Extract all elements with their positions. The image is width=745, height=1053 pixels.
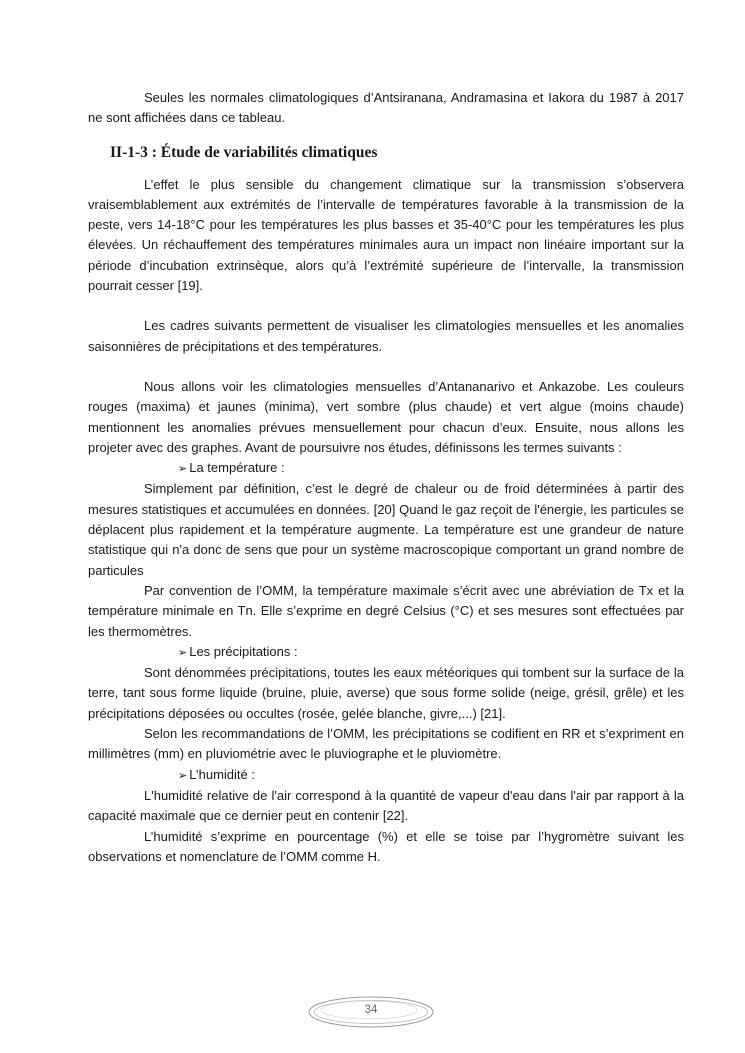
paragraph-temperature-convention: Par convention de l’OMM, la température maximale s’écrit avec une abréviation de Tx et la température minimale en Tn. Elle s’exprime en degré Celsius (°C) et ses mesures sont effectuées par les thermomètres.: [88, 582, 684, 639]
page-number: 34: [364, 1004, 378, 1016]
bullet-humidity: [178, 765, 684, 786]
bullet-label: La température :: [189, 460, 285, 476]
paragraph-precipitation-convention: Selon les recommandations de l’OMM, les précipitations se codifient en RR et s’expriment en millimètres (mm) en pluviométrie avec le pluviographe et le pluviomètre.: [88, 726, 684, 762]
arrow-bullet-icon: ➢: [178, 646, 188, 659]
paragraph-climatologies: Nous allons voir les climatologies mensuelles d’Antananarivo et Ankazobe. Les couleurs rouges (maxima) et jaunes (minima), vert sombre (plus chaude) et vert algue (moins chaude) mentionnent les anomalies prévues mensuellement pour chacun d’eux. Ensuite, nous allons les projeter avec des graphes. Avant de poursuivre nos études, définissons les termes suivants :: [88, 378, 684, 455]
document-body: [88, 88, 684, 867]
bullet-label: Les précipitations :: [189, 643, 298, 659]
bullet-precipitation: [178, 642, 684, 663]
paragraph-humidity-definition: L'humidité relative de l'air correspond à la quantité de vapeur d'eau dans l'air par rapport à la capacité maximale que ce dernier peut en contenir [22].: [88, 787, 684, 824]
bullet-label: L’humidité :: [189, 766, 255, 782]
arrow-bullet-icon: ➢: [178, 463, 188, 476]
section-heading: II-1-3 : Étude de variabilités climatiques: [110, 143, 378, 161]
paragraph-precipitation-definition: Sont dénommées précipitations, toutes les eaux météoriques qui tombent sur la surface de la terre, tant sous forme liquide (bruine, pluie, averse) que sous forme solide (neige, grésil, grêle) et les précipitations déposées ou occultes (rosée, gelée blanche, givre,...) [21].: [88, 665, 684, 721]
page-footer: [307, 994, 435, 1030]
paragraph-table-note: Seules les normales climatologiques d’Antsiranana, Andramasina et Iakora du 1987 à 2017 ne sont affichées dans ce tableau.: [88, 90, 684, 126]
paragraph-temperature-definition: Simplement par définition, c’est le degré de chaleur ou de froid déterminées à partir des mesures statistiques et accumulées en données. [20] Quand le gaz reçoit de l'énergie, les particules se déplacent plus rapidement et la température augmente. La température est une grandeur de nature statistique qui n'a donc de sens que pour un système macroscopique comportant un grand nombre de particules: [88, 481, 684, 578]
paragraph-frames: Les cadres suivants permettent de visualiser les climatologies mensuelles et les anomalies saisonnières de précipitations et des températures.: [88, 318, 684, 354]
paragraph-humidity-convention: L’humidité s’exprime en pourcentage (%) et elle se toise par l’hygromètre suivant les observations et nomenclature de l’OMM comme H.: [88, 828, 684, 864]
bullet-temperature: [178, 458, 684, 479]
paragraph-plague-transmission: L’effet le plus sensible du changement climatique sur la transmission s’observera vraisemblablement aux extrémités de l’intervalle de températures favorable à la transmission de la peste, vers 14-18°C pour les températures les plus basses et 35-40°C pour les températures les plus élevées. Un réchauffement des températures minimales aura un impact non linéaire important sur la période d’incubation extrinsèque, alors qu’à l’extrémité supérieure de l’intervalle, la transmission pourrait cesser [19].: [88, 176, 684, 294]
arrow-bullet-icon: ➢: [178, 769, 188, 782]
